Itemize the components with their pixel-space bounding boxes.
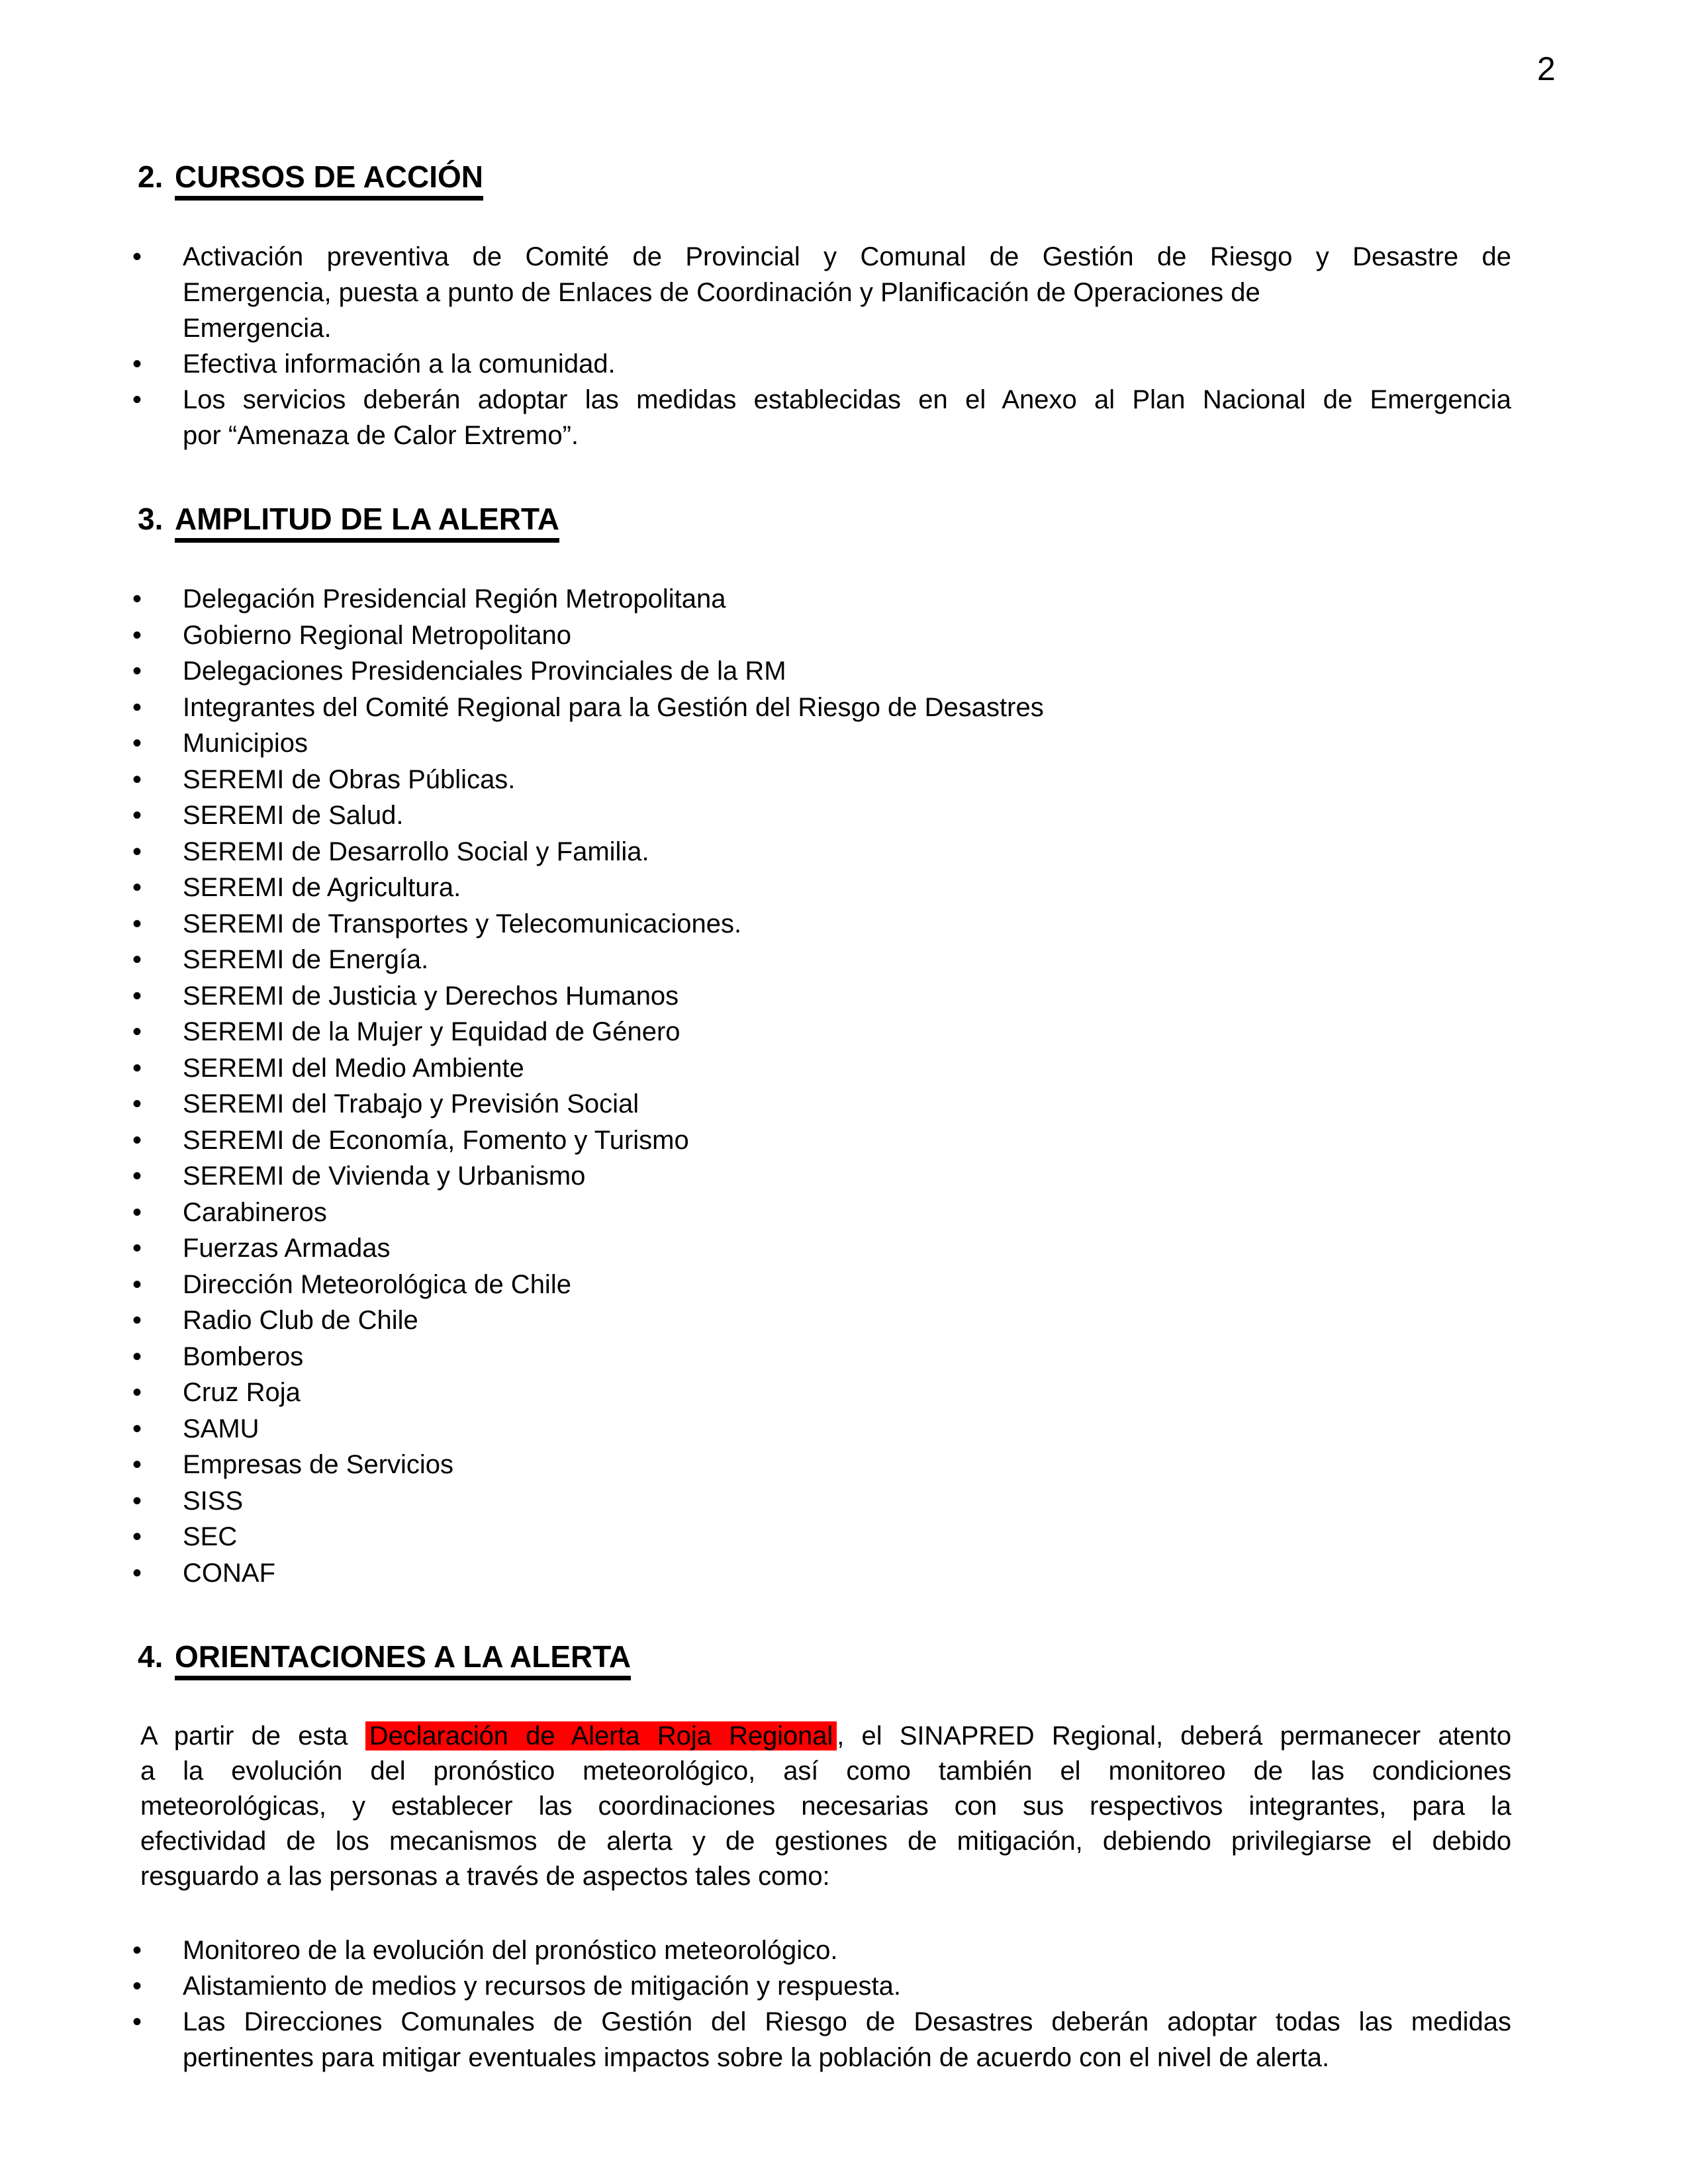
text-line: Radio Club de Chile [183,1306,418,1335]
bullet-dot-icon: • [132,692,142,722]
bullet-dot-icon: • [132,801,142,830]
text-line: SEREMI de Desarrollo Social y Familia. [183,837,649,866]
bullet-item [132,725,1688,762]
bullet-dot-icon: • [132,1234,142,1263]
bullet-dot-icon: • [132,1414,142,1443]
bullet-text [183,1050,1511,1087]
text-line: SEREMI de Transportes y Telecomunicaciones. [183,909,742,938]
bullet-item [132,1375,1688,1411]
text-line: Fuerzas Armadas [183,1234,391,1263]
heading-number: 3. [138,502,164,536]
text-line: efectividad de los mecanismos de alerta y de gestiones de mitigación, debiendo privilegiarse el debido [140,1827,1511,1856]
bullet-item [132,239,1688,346]
text-line: Empresas de Servicios [183,1450,454,1479]
text-line: SEREMI de Justicia y Derechos Humanos [183,981,679,1011]
bullet-text [183,870,1511,906]
bullet-dot-icon: • [132,1522,142,1551]
bullet-dot-icon: • [132,909,142,938]
bullet-item [132,1158,1688,1195]
bullet-item [132,1447,1688,1483]
bullet-text [183,1267,1511,1303]
text-line: Bomberos [183,1342,304,1371]
bullet-dot-icon: • [132,1936,142,1965]
bullet-dot-icon: • [132,981,142,1011]
bullet-item [132,346,1688,382]
text-line: Las Direcciones Comunales de Gestión del Riesgo de Desastres deberán adoptar todas las medidas [183,2007,1511,2036]
bullet-text [183,797,1511,834]
bullet-text [183,1519,1511,1555]
bullet-item [132,797,1688,834]
bullet-text [183,1230,1511,1267]
bullet-text [183,581,1511,617]
bullet-text [183,653,1511,690]
text-segment: A partir de esta [140,1721,365,1751]
text-line: SEREMI de Salud. [183,801,404,830]
text-line: Delegación Presidencial Región Metropolitana [183,584,726,614]
text-line: Cruz Roja [183,1378,301,1407]
page-number: 2 [1537,50,1556,87]
bullet-item [132,690,1688,726]
bullet-text [183,1933,1511,1968]
bullet-text [183,1411,1511,1447]
bullet-text [183,834,1511,870]
bullet-text [183,2004,1511,2075]
bullet-item [132,834,1688,870]
text-line: meteorológicas, y establecer las coordinaciones necesarias con sus respectivos integrantes, para la [140,1792,1511,1821]
bullet-dot-icon: • [132,873,142,902]
bullet-item [132,1050,1688,1087]
text-line: Integrantes del Comité Regional para la Gestión del Riesgo de Desastres [183,692,1044,722]
bullet-dot-icon: • [132,1089,142,1118]
bullet-item [132,1014,1688,1050]
bullet-dot-icon: • [132,1269,142,1299]
text-line: SEREMI del Medio Ambiente [183,1053,524,1083]
bullet-dot-icon: • [132,729,142,758]
bullet-item [132,1302,1688,1339]
bullet-text [183,1302,1511,1339]
text-line: SEREMI de Vivienda y Urbanismo [183,1161,586,1191]
bullet-text [183,1968,1511,2004]
text-line: SEC [183,1522,238,1551]
section-heading [138,500,1688,543]
bullet-item [132,906,1688,942]
heading-title: AMPLITUD DE LA ALERTA [175,500,559,543]
text-line: Activación preventiva de Comité de Provincial y Comunal de Gestión de Riesgo y Desastre de [183,242,1511,271]
bullet-dot-icon: • [132,1053,142,1083]
bullet-item [132,653,1688,690]
bullet-dot-icon: • [132,620,142,650]
bullet-item [132,1968,1688,2004]
bullet-text [183,1375,1511,1411]
bullet-text [183,762,1511,798]
bullet-dot-icon: • [132,1342,142,1371]
highlight-text: Declaración de Alerta Roja Regional [365,1721,837,1751]
text-segment: , el SINAPRED Regional, deberá permanecer atento [837,1721,1511,1751]
bullet-text [183,1158,1511,1195]
bullet-dot-icon: • [132,1450,142,1479]
text-line: por “Amenaza de Calor Extremo”. [183,421,579,450]
bullet-item [132,1933,1688,1968]
heading-number: 4. [138,1639,164,1674]
text-line: Delegaciones Presidenciales Provinciales de la RM [183,657,786,686]
bullet-text [183,617,1511,654]
bullet-item [132,1555,1688,1592]
bullet-text [183,1195,1511,1231]
bullet-text [183,690,1511,726]
bullet-item [132,1122,1688,1159]
bullet-text [183,239,1511,346]
text-line: Municipios [183,729,308,758]
text-line: SAMU [183,1414,259,1443]
bullet-dot-icon: • [132,1972,142,2001]
document-body [0,158,1688,2075]
bullet-item [132,762,1688,798]
bullet-item [132,942,1688,978]
bullet-item [132,870,1688,906]
bullet-item [132,581,1688,617]
bullet-item [132,1339,1688,1375]
bullet-item [132,1267,1688,1303]
bullet-item [132,1230,1688,1267]
bullet-text [183,978,1511,1015]
text-line: Carabineros [183,1197,327,1227]
bullet-dot-icon: • [132,385,142,414]
bullet-dot-icon: • [132,945,142,974]
text-line: SEREMI de Energía. [183,945,429,974]
bullet-text [183,1447,1511,1483]
paragraph [140,1719,1511,1894]
bullet-text [183,942,1511,978]
bullet-item [132,1195,1688,1231]
bullet-item [132,1411,1688,1447]
bullet-dot-icon: • [132,1486,142,1516]
text-line: SEREMI del Trabajo y Previsión Social [183,1089,639,1118]
bullet-dot-icon: • [132,1125,142,1155]
text-line: Gobierno Regional Metropolitano [183,620,572,650]
bullet-dot-icon: • [132,1197,142,1227]
bullet-text [183,1339,1511,1375]
bullet-text [183,1555,1511,1592]
bullet-text [183,1483,1511,1520]
text-line: CONAF [183,1558,275,1588]
heading-title: ORIENTACIONES A LA ALERTA [175,1637,631,1680]
text-line: resguardo a las personas a través de aspectos tales como: [140,1862,830,1891]
bullet-dot-icon: • [132,657,142,686]
bullet-text [183,725,1511,762]
bullet-dot-icon: • [132,2007,142,2036]
text-line: pertinentes para mitigar eventuales impactos sobre la población de acuerdo con el nivel de alerta. [183,2043,1330,2072]
bullet-dot-icon: • [132,1558,142,1588]
bullet-item [132,1086,1688,1122]
bullet-dot-icon: • [132,1161,142,1191]
bullet-dot-icon: • [132,349,142,379]
text-line: Monitoreo de la evolución del pronóstico meteorológico. [183,1936,838,1965]
bullet-dot-icon: • [132,837,142,866]
text-line: Los servicios deberán adoptar las medidas establecidas en el Anexo al Plan Nacional de Emergencia [183,385,1511,414]
text-line: SISS [183,1486,244,1516]
text-line: SEREMI de Agricultura. [183,873,461,902]
bullet-dot-icon: • [132,584,142,614]
bullet-text [183,1122,1511,1159]
text-line: SEREMI de Obras Públicas. [183,764,516,794]
heading-title: CURSOS DE ACCIÓN [175,158,483,201]
text-line: Efectiva información a la comunidad. [183,349,616,379]
bullet-item [132,617,1688,654]
bullet-text [183,906,1511,942]
bullet-text [183,382,1511,453]
bullet-item [132,1519,1688,1555]
text-line: Emergencia, puesta a punto de Enlaces de Coordinación y Planificación de Operaciones de [183,278,1260,307]
bullet-item [132,382,1688,453]
bullet-item [132,2004,1688,2075]
bullet-dot-icon: • [132,242,142,271]
section-heading [138,158,1688,201]
text-line: a la evolución del pronóstico meteorológico, así como también el monitoreo de las condiciones [140,1756,1511,1786]
bullet-text [183,1086,1511,1122]
bullet-item [132,978,1688,1015]
section-heading [138,1637,1688,1680]
bullet-dot-icon: • [132,1378,142,1407]
bullet-dot-icon: • [132,1017,142,1046]
text-line: SEREMI de la Mujer y Equidad de Género [183,1017,680,1046]
bullet-item [132,1483,1688,1520]
text-line: Dirección Meteorológica de Chile [183,1269,571,1299]
text-line: SEREMI de Economía, Fomento y Turismo [183,1125,689,1155]
bullet-dot-icon: • [132,1306,142,1335]
text-line [140,1719,1511,1754]
text-line: Emergencia. [183,314,332,343]
bullet-text [183,346,1511,382]
text-line: Alistamiento de medios y recursos de mitigación y respuesta. [183,1972,901,2001]
heading-number: 2. [138,159,164,194]
bullet-dot-icon: • [132,764,142,794]
bullet-text [183,1014,1511,1050]
